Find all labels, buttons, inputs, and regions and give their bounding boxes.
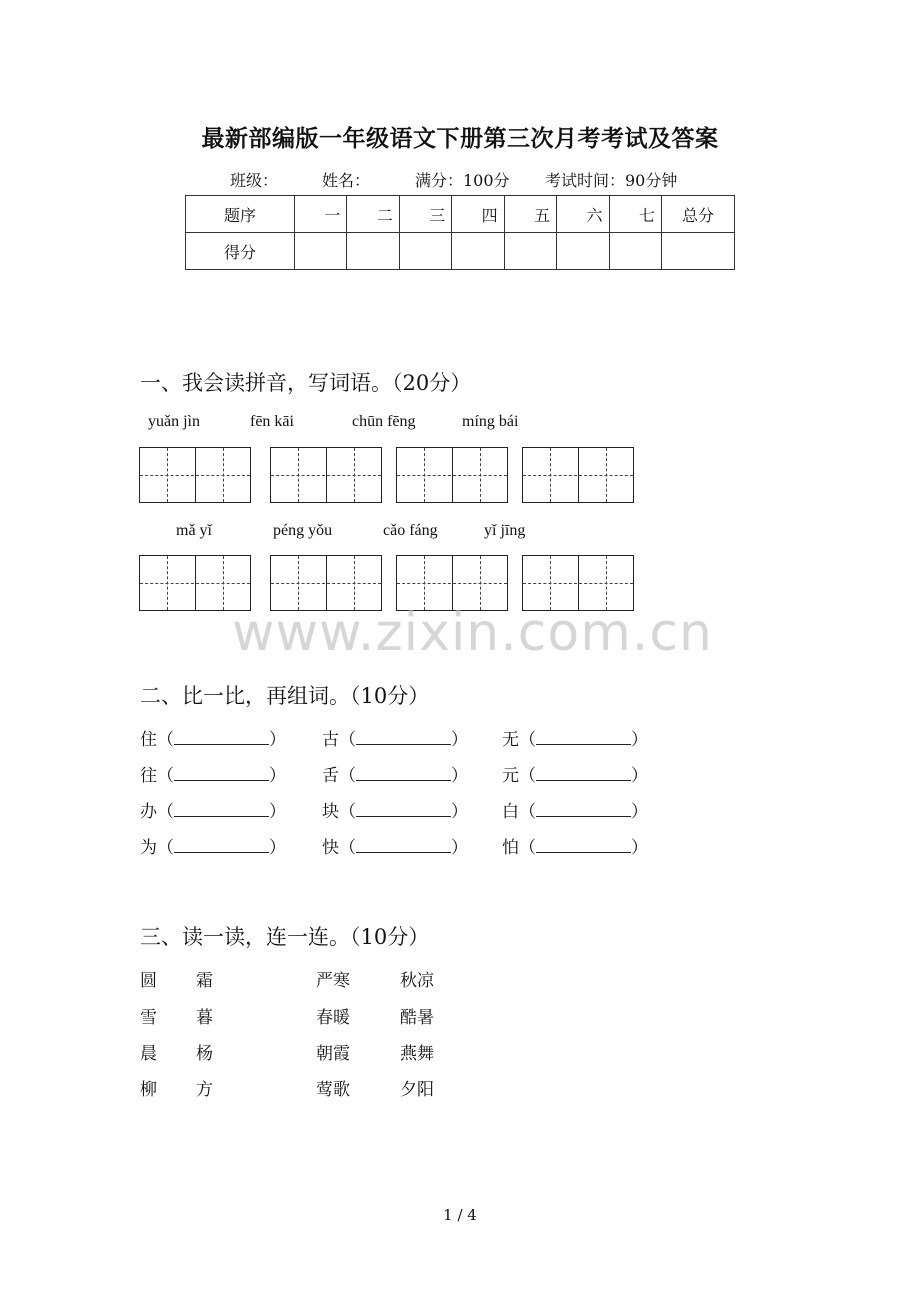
answer-blank[interactable] [174, 838, 269, 853]
open-paren: （ [519, 766, 536, 786]
pinyin-label: mǎ yǐ [176, 522, 212, 539]
open-paren: （ [339, 802, 356, 822]
word-item [140, 797, 286, 822]
answer-blank[interactable] [536, 802, 631, 817]
close-paren: ） [631, 730, 648, 750]
answer-blank[interactable] [356, 838, 451, 853]
score-cell[interactable] [609, 233, 661, 270]
class-label: 班级： [230, 171, 279, 190]
close-paren: ） [451, 838, 468, 858]
match-char: 雪 [140, 1008, 157, 1028]
match-word: 莺歌 [316, 1080, 350, 1100]
watermark: www.zixin.com.cn [232, 603, 713, 663]
open-paren: （ [157, 838, 174, 858]
writing-grid[interactable] [396, 447, 508, 503]
open-paren: （ [339, 730, 356, 750]
close-paren: ） [269, 838, 286, 858]
word-item [502, 725, 648, 750]
pinyin-label: yǐ jīng [484, 522, 526, 539]
match-char: 方 [196, 1080, 213, 1100]
open-paren: （ [157, 802, 174, 822]
char: 为 [140, 838, 157, 858]
score-col-header: 总分 [662, 196, 735, 233]
score-col-header: 题序 [186, 196, 295, 233]
match-word: 燕舞 [400, 1044, 434, 1064]
page-title: 最新部编版一年级语文下册第三次月考考试及答案 [201, 125, 719, 152]
open-paren: （ [519, 838, 536, 858]
score-cell[interactable] [295, 233, 347, 270]
answer-blank[interactable] [536, 838, 631, 853]
score-col-header: 二 [347, 196, 399, 233]
section2-heading: 二、比一比，再组词。（10分） [140, 684, 430, 708]
close-paren: ） [269, 766, 286, 786]
pinyin-label: yuǎn jìn [148, 413, 200, 430]
answer-blank[interactable] [356, 766, 451, 781]
char: 无 [502, 730, 519, 750]
word-item [322, 797, 468, 822]
match-char: 霜 [196, 971, 213, 991]
section3-heading: 三、读一读，连一连。（10分） [140, 925, 430, 949]
answer-blank[interactable] [356, 802, 451, 817]
score-row-label: 得分 [186, 233, 295, 270]
close-paren: ） [451, 730, 468, 750]
score-table [185, 195, 735, 270]
match-char: 晨 [140, 1044, 157, 1064]
close-paren: ） [269, 730, 286, 750]
char: 古 [322, 730, 339, 750]
answer-blank[interactable] [356, 730, 451, 745]
page-number: 1 / 4 [443, 1206, 477, 1224]
word-item [140, 833, 286, 858]
match-word: 朝霞 [316, 1044, 350, 1064]
answer-blank[interactable] [536, 730, 631, 745]
char: 舌 [322, 766, 339, 786]
pinyin-label: cǎo fáng [383, 522, 438, 539]
score-cell[interactable] [662, 233, 735, 270]
score-col-header: 五 [504, 196, 556, 233]
pinyin-label: péng yǒu [273, 522, 333, 539]
char: 怕 [502, 838, 519, 858]
word-item [502, 833, 648, 858]
char: 住 [140, 730, 157, 750]
char: 办 [140, 802, 157, 822]
char: 快 [322, 838, 339, 858]
score-col-header: 三 [399, 196, 451, 233]
word-item [140, 725, 286, 750]
char: 往 [140, 766, 157, 786]
char: 白 [502, 802, 519, 822]
score-cell[interactable] [452, 233, 504, 270]
match-char: 柳 [140, 1080, 157, 1100]
open-paren: （ [157, 766, 174, 786]
char: 元 [502, 766, 519, 786]
word-item [140, 761, 286, 786]
match-char: 圆 [140, 971, 157, 991]
section1-heading: 一、我会读拼音，写词语。（20分） [140, 371, 472, 395]
open-paren: （ [339, 838, 356, 858]
name-label: 姓名： [322, 171, 371, 190]
answer-blank[interactable] [174, 730, 269, 745]
char: 块 [322, 802, 339, 822]
match-word: 夕阳 [400, 1080, 434, 1100]
close-paren: ） [269, 802, 286, 822]
score-col-header: 一 [295, 196, 347, 233]
match-word: 酷暑 [400, 1008, 434, 1028]
match-char: 杨 [196, 1044, 213, 1064]
pinyin-label: míng bái [462, 413, 519, 430]
score-col-header: 六 [557, 196, 609, 233]
word-item [502, 761, 648, 786]
score-cell[interactable] [399, 233, 451, 270]
score-col-header: 七 [609, 196, 661, 233]
word-item [322, 761, 468, 786]
word-item [322, 833, 468, 858]
match-word: 秋凉 [400, 971, 434, 991]
score-cell[interactable] [347, 233, 399, 270]
score-table-header-row [186, 196, 735, 233]
close-paren: ） [631, 802, 648, 822]
match-word: 春暖 [316, 1008, 350, 1028]
exam-time-label: 考试时间：90分钟 [545, 171, 678, 190]
answer-blank[interactable] [174, 766, 269, 781]
pinyin-label: chūn fēng [352, 413, 416, 430]
answer-blank[interactable] [174, 802, 269, 817]
word-item [502, 797, 648, 822]
open-paren: （ [339, 766, 356, 786]
match-word: 严寒 [316, 971, 350, 991]
answer-blank[interactable] [536, 766, 631, 781]
word-item [322, 725, 468, 750]
close-paren: ） [451, 802, 468, 822]
score-table-score-row [186, 233, 735, 270]
open-paren: （ [519, 802, 536, 822]
writing-grid[interactable] [139, 447, 251, 503]
writing-grid[interactable] [270, 447, 382, 503]
open-paren: （ [519, 730, 536, 750]
open-paren: （ [157, 730, 174, 750]
pinyin-label: fēn kāi [250, 413, 294, 430]
close-paren: ） [451, 766, 468, 786]
match-char: 暮 [196, 1008, 213, 1028]
score-cell[interactable] [504, 233, 556, 270]
score-col-header: 四 [452, 196, 504, 233]
writing-grid[interactable] [522, 447, 634, 503]
full-score-label: 满分：100分 [415, 171, 510, 190]
close-paren: ） [631, 838, 648, 858]
close-paren: ） [631, 766, 648, 786]
score-cell[interactable] [557, 233, 609, 270]
